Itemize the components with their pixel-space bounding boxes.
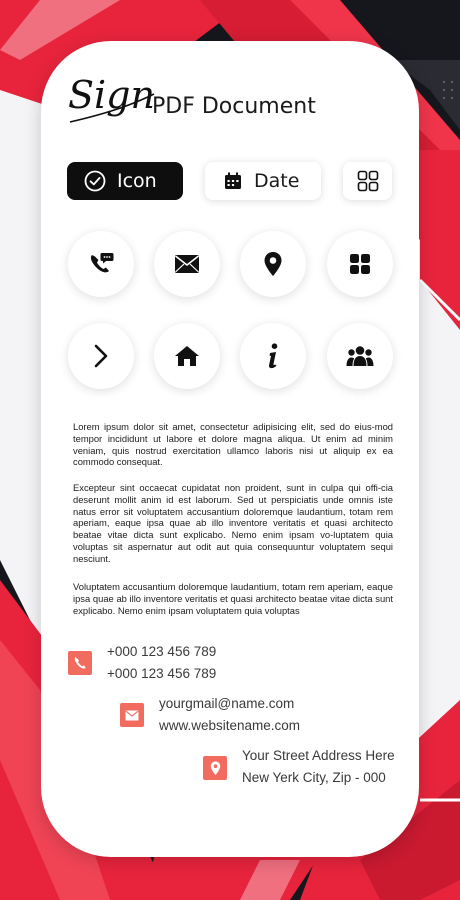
apps-icon [349,253,371,275]
group-icon [346,345,374,367]
group-button[interactable] [327,323,393,389]
website-link[interactable]: www.websitename.com [159,718,301,733]
grid-view-button[interactable] [343,162,392,200]
info-icon [266,343,280,369]
grid-icon [357,170,379,192]
phone-number-1[interactable]: +000 123 456 789 [107,644,217,659]
address-line-1: Your Street Address Here [242,748,395,763]
icon-button-label: Icon [117,170,157,192]
mail-icon [174,254,200,274]
next-button[interactable] [68,323,134,389]
email-address[interactable]: yourgmail@name.com [159,696,295,711]
chevron-right-icon [92,344,110,368]
svg-text:Sign: Sign [68,73,155,117]
paragraph-2: Excepteur sint occaecat cupidatat non proident, sunt in culpa qui offi-cia deserunt mollit anim id est laborum. Sed ut perspiciatis unde omnis iste natus error sit voluptatem accusantium doloremque laudantium, totam rem aperiam, eaque ipsa quae ab illo inventore veritatis et quasi architecto beatae vitae dicta sunt explicabo. Nemo enim ipsam vo-luptatem quia voluptas sit aspernatur aut odit aut quia consequuntur voluptatem sequi nesciunt. [73,482,393,564]
calendar-icon [224,172,242,190]
sign-logo [66,64,156,128]
paragraph-3: Voluptatem accusantium doloremque laudantium, totam rem aperiam, eaque ipsa quae ab illo inventore veritatis et quasi architecto beatae vitae dicta sunt explicabo. Nemo enim ipsam voluptatem quia voluptas [73,581,393,616]
apps-button[interactable] [327,231,393,297]
home-icon [174,345,200,367]
phone-chat-button[interactable] [68,231,134,297]
mail-contact-icon [120,703,144,727]
info-button[interactable] [240,323,306,389]
check-circle-icon [84,170,106,192]
date-button[interactable] [205,162,321,200]
phone-chat-icon [88,252,114,276]
phone-contact-icon [68,651,92,675]
mail-button[interactable] [154,231,220,297]
icon-button[interactable] [67,162,183,200]
phone-number-2[interactable]: +000 123 456 789 [107,666,217,681]
location-pin-icon [263,251,283,277]
home-button[interactable] [154,323,220,389]
page-title: PDF Document [152,94,316,119]
location-contact-icon [203,756,227,780]
location-button[interactable] [240,231,306,297]
address-line-2: New Yerk City, Zip - 000 [242,770,386,785]
date-button-label: Date [254,170,300,192]
paragraph-1: Lorem ipsum dolor sit amet, consectetur adipisicing elit, sed do eius-mod tempor incididunt ut labore et dolore magna aliqua. Ut enim ad minim veniam, quis nostrud exercitation ullamco laboris nisi ut aliquip ex ea commodo consequat. [73,421,393,468]
